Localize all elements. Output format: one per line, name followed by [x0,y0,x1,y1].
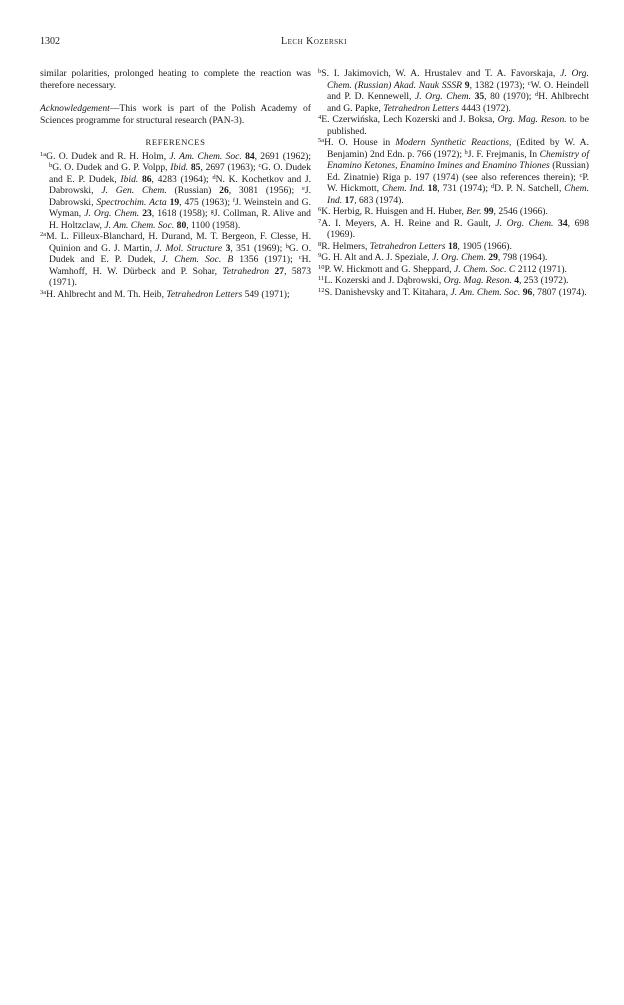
reference-text: J. Collman, R. Alive and H. Holtzclaw, [49,208,311,231]
reference-text: , 1905 (1966). [457,240,512,252]
references-list-right [318,68,589,298]
reference-number: 2a [40,231,47,238]
reference-text: , 3081 (1956); [228,185,302,196]
reference-text: , 2546 (1966). [493,206,548,217]
sub-reference-mark: c [258,162,262,169]
volume-number: 96 [522,286,533,298]
reference-text: , 4283 (1964); [151,173,213,185]
reference-text: K. Herbig, R. Huisgen and H. Huber, [321,206,467,217]
reference-text: W. O. Heindell and P. D. Kennewell, [327,79,590,102]
reference-text: J. F. Frejmanis, In [467,148,540,160]
volume-number: 27 [274,265,285,277]
journal-title: Chemistry of Enamino Ketones, Enamino Imines and Enamino Thiones [327,148,589,171]
reference-text: (Russian) Ed. Zinatnie) Riga p. 197 (1974) (see also references therein); [327,160,589,183]
sub-reference-mark: f [232,196,236,204]
reference-text: H. O. House in [324,137,396,148]
volume-number: 18 [427,183,438,194]
volume-number: 3 [225,242,231,254]
volume-number: 19 [169,196,180,208]
sub-reference-mark: c [298,254,302,261]
volume-number: 29 [488,252,498,263]
reference-text: , 7807 (1974). [532,286,587,298]
sub-reference-mark: c [527,79,531,87]
volume-number: 35 [474,91,485,102]
reference-text: D. P. N. Satchell, [494,183,565,194]
reference-text: , 2691 (1962); [254,150,311,162]
reference-item [40,231,311,289]
journal-title: Tetrahedron Letters [383,102,459,114]
reference-item [318,252,589,264]
reference-text: J. Weinstein and G. Wyman, [49,196,311,219]
reference-text: , 1618 (1958); [151,208,211,219]
reference-text: , 698 (1969). [327,217,589,240]
reference-text: 4443 (1972). [459,102,511,114]
reference-number: 1a [40,150,47,158]
reference-text: H. Wamhoff, H. W. Dürbeck and P. Sohar, [49,254,311,277]
reference-number: 4 [318,114,322,121]
sub-reference-mark: d [212,173,216,181]
reference-text: 549 (1971); [242,288,290,300]
reference-item [40,151,311,232]
volume-number: 85 [190,162,201,173]
reference-text: 1356 (1971); [233,254,299,265]
references-heading: REFERENCES [145,137,206,147]
reference-text: H. Ahlbrecht and M. Th. Heib, [46,288,167,300]
reference-item [318,287,589,299]
volume-number: 34 [558,217,568,229]
reference-text: G. O. Dudek and R. H. Holm, [46,150,170,162]
sub-reference-mark: b [464,148,468,156]
reference-number: 10 [318,263,325,271]
journal-title: J. Gen. Chem. [101,185,167,196]
volume-number: 84 [245,150,255,162]
reference-number: 9 [318,252,322,259]
reference-number: 6 [318,206,322,213]
reference-number: 12 [318,286,325,294]
sub-reference-mark: b [285,242,289,250]
volume-number: 18 [447,240,458,252]
journal-title: Org. Mag. Reson. [497,114,567,125]
volume-number: 86 [141,173,152,185]
reference-number: 11 [318,275,325,282]
volume-number: 17 [344,194,355,206]
reference-text: , 80 (1970); [484,91,536,102]
reference-text: A. I. Meyers, A. H. Reine and R. Gault, [321,217,496,229]
sub-reference-mark: c [579,171,583,179]
volume-number: 23 [142,208,152,219]
volume-number: 9 [464,79,470,91]
reference-text: to be published. [327,114,589,137]
reference-text: , 798 (1964). [497,252,548,263]
sub-reference-mark: d [535,91,539,98]
reference-number: 3a [40,288,47,296]
journal-title: Org. Mag. Reson. [443,275,512,286]
reference-text: R. Helmers, [321,240,370,252]
journal-title: Tetrahedron [222,265,270,277]
page-number: 1302 [40,36,60,47]
journal-title: Ibid. [170,162,189,173]
journal-title: Tetrahedron Letters [369,240,446,252]
reference-item [318,275,589,287]
reference-text: , 1382 (1973); [469,79,528,91]
acknowledgement-text: —This work is part of the Polish Academy of Sciences programme for structural research (PAN-3). [40,103,311,126]
reference-item [40,289,311,301]
reference-text: H. Ahlbrecht and G. Papke, [327,91,589,114]
journal-title: J. Am. Chem. Soc. [104,219,175,231]
right-column [318,68,589,298]
reference-text: , 731 (1974); [437,183,491,194]
reference-text: J. Dabrowski, [49,185,312,208]
volume-number: 99 [483,206,494,217]
sub-reference-mark: e [301,185,305,192]
journal-title: J. Mol. Structure [155,242,223,254]
reference-number: b [318,68,322,75]
page-header [40,36,588,50]
reference-text: M. L. Filleux-Blanchard, H. Durand, M. T. Bergeon, F. Clesse, H. Quinion and G. J. Martin, [46,231,311,254]
sub-reference-mark: b [49,162,53,169]
reference-text: G. H. Alt and A. J. Speziale, [321,252,433,263]
sub-reference-mark: g [210,208,214,215]
reference-text: L. Kozerski and J. Dąbrowski, [324,275,444,286]
journal-title: J. Chem. Soc. C [454,263,516,275]
reference-text: 2112 (1971). [515,263,567,275]
reference-text: , 683 (1974). [354,194,404,206]
sub-reference-mark: d [490,183,495,190]
journal-title: Modern Synthetic Reactions, [395,137,512,148]
acknowledgement-lead: Acknowledgement [40,103,110,114]
reference-item [318,68,589,114]
volume-number: 4 [514,275,519,286]
volume-number: 26 [219,185,229,196]
reference-text: S. I. Jakimovich, W. A. Hrustalev and T. A. Favorskaja, [321,68,561,79]
reference-number: 8 [318,240,322,248]
journal-title: Chem. Ind. [381,183,425,194]
reference-text: G. O. Dudek and E. P. Dudek, [49,162,311,185]
reference-text: , 253 (1972). [518,275,569,286]
volume-number: 80 [176,219,187,231]
reference-text: P. W. Hickmott and G. Sheppard, [324,263,455,275]
reference-text: (Edited by W. A. Benjamin) 2nd Edn. p. 766 (1972); [327,137,590,160]
reference-text: N. K. Kochetkov and J. Dabrowski, [49,173,312,196]
reference-item [318,218,589,241]
journal-title: Tetrahedron Letters [166,288,243,300]
journal-title: J. Org. Chem. (Russian) Akad. Nauk SSSR [327,68,590,91]
reference-item [318,137,589,206]
journal-title: J. Am. Chem. Soc. [450,286,521,298]
reference-text: S. Danishevsky and T. Kitahara, [324,286,451,298]
reference-number: 7 [318,217,322,225]
acknowledgement-paragraph [40,103,311,126]
reference-item [318,114,589,137]
reference-item [318,264,589,276]
reference-item [318,206,589,218]
reference-text: G. O. Dudek and E. P. Dudek, [49,242,312,265]
journal-title: J. Am. Chem. Soc. [169,150,242,162]
reference-item [318,241,589,253]
references-list-left [40,151,311,301]
reference-text: , 351 (1969); [230,242,286,254]
reference-text: P. W. Hickmott, [327,171,589,194]
journal-title: J. Org. Chem. [414,91,472,102]
journal-title: J. Chem. Soc. B [161,254,234,265]
journal-title: Ibid. [120,173,139,185]
journal-title: J. Org. Chem. [495,217,554,229]
journal-title: J. Org. Chem. [432,252,486,263]
reference-text: , 2697 (1963); [200,162,259,173]
journal-title: Spectrochim. Acta [96,196,167,208]
reference-text: G. O. Dudek and G. P. Volpp, [52,162,171,173]
left-column [40,68,311,300]
intro-paragraph: similar polarities, prolonged heating to complete the reaction was therefore necessary. [40,68,311,91]
journal-title: J. Org. Chem. [84,208,140,219]
reference-text: , 5873 (1971). [49,265,312,288]
running-title: Lech Kozerski [281,36,347,47]
reference-number: 5a [318,137,325,144]
reference-text: , 475 (1963); [179,196,233,208]
reference-text: (Russian) [166,185,220,196]
journal-title: Chem. Ind. [327,183,589,206]
reference-text: E. Czerwińska, Lech Kozerski and J. Boksa, [321,114,498,125]
journal-title: Ber. [466,206,482,217]
reference-text: , 1100 (1958). [186,219,241,231]
